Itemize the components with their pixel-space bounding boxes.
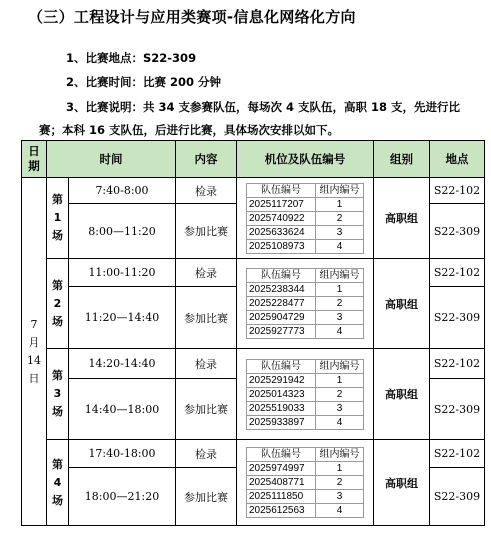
section-heading: （三）工程设计与应用类赛项-信息化网络化方向 xyxy=(28,8,356,26)
team-row xyxy=(247,239,364,253)
team-id: 2025612563 xyxy=(247,504,316,518)
comp-content: 参加比赛 xyxy=(176,287,237,349)
team-num: 1 xyxy=(316,283,364,297)
header-seat-team: 机位及队伍编号 xyxy=(237,141,374,178)
session-check-row xyxy=(22,349,485,379)
check-content: 检录 xyxy=(176,349,237,379)
team-row xyxy=(247,311,364,325)
comp-content: 参加比赛 xyxy=(176,379,237,440)
team-row xyxy=(247,504,364,518)
team-id: 2025633624 xyxy=(247,225,316,239)
date-cell xyxy=(22,178,47,526)
session-label xyxy=(47,440,69,526)
team-id: 2025228477 xyxy=(247,297,316,311)
session-char: 第 xyxy=(52,457,63,471)
header-content: 内容 xyxy=(176,141,237,178)
comp-place: S22-309 xyxy=(430,287,485,349)
comp-place: S22-309 xyxy=(430,379,485,440)
session-check-row xyxy=(22,259,485,287)
team-row xyxy=(247,225,364,239)
team-list-header xyxy=(247,448,364,462)
check-time: 11:00-11:20 xyxy=(69,259,176,287)
competition-duration: 2、比赛时间：比赛 200 分钟 xyxy=(66,75,222,89)
team-num: 4 xyxy=(316,504,364,518)
team-list xyxy=(246,447,364,518)
comp-place: S22-309 xyxy=(430,468,485,526)
date-char: 日 xyxy=(28,371,40,385)
team-id: 2025904729 xyxy=(247,311,316,325)
team-num: 4 xyxy=(316,415,364,429)
team-id: 2025408771 xyxy=(247,476,316,490)
team-id: 2025927773 xyxy=(247,325,316,339)
team-id-header: 队伍编号 xyxy=(247,448,316,462)
team-num: 3 xyxy=(316,225,364,239)
team-id-header: 队伍编号 xyxy=(247,183,316,197)
session-check-row xyxy=(22,178,485,204)
team-row xyxy=(247,373,364,387)
team-num: 3 xyxy=(316,311,364,325)
team-list xyxy=(246,268,364,339)
check-time: 7:40-8:00 xyxy=(69,178,176,204)
session-char: 场 xyxy=(52,405,63,418)
session-label xyxy=(47,178,69,259)
comp-time: 14:40—18:00 xyxy=(69,379,176,440)
header-time: 时间 xyxy=(47,141,176,178)
team-row xyxy=(247,197,364,211)
group-cell: 高职组 xyxy=(374,349,430,440)
team-id-header: 队伍编号 xyxy=(247,359,316,373)
session-check-row xyxy=(22,440,485,468)
check-content: 检录 xyxy=(176,440,237,468)
team-id: 2025974997 xyxy=(247,462,316,476)
team-row xyxy=(247,415,364,429)
team-row xyxy=(247,283,364,297)
check-content: 检录 xyxy=(176,259,237,287)
group-cell: 高职组 xyxy=(374,178,430,259)
team-id: 2025108973 xyxy=(247,239,316,253)
team-num-header: 组内编号 xyxy=(316,183,364,197)
session-char: 场 xyxy=(52,493,63,507)
check-time: 14:20-14:40 xyxy=(69,349,176,379)
comp-content: 参加比赛 xyxy=(176,204,237,259)
team-num-header: 组内编号 xyxy=(316,448,364,462)
team-num: 3 xyxy=(316,490,364,504)
team-row xyxy=(247,401,364,415)
team-id: 2025117207 xyxy=(247,197,316,211)
check-content: 检录 xyxy=(176,178,237,204)
team-list xyxy=(246,183,364,254)
comp-place: S22-309 xyxy=(430,204,485,259)
group-cell: 高职组 xyxy=(374,440,430,526)
check-place: S22-102 xyxy=(430,349,485,379)
session-char: 1 xyxy=(53,211,62,224)
session-char: 场 xyxy=(52,229,63,242)
check-time: 17:40-18:00 xyxy=(69,440,176,468)
team-list xyxy=(246,359,364,430)
team-id: 2025014323 xyxy=(247,387,316,401)
team-row xyxy=(247,387,364,401)
team-list-header xyxy=(247,269,364,283)
team-num-header: 组内编号 xyxy=(316,359,364,373)
check-place: S22-102 xyxy=(430,440,485,468)
team-num: 1 xyxy=(316,197,364,211)
team-row xyxy=(247,490,364,504)
team-row xyxy=(247,462,364,476)
team-cell xyxy=(237,440,374,526)
team-list-header xyxy=(247,183,364,197)
team-row xyxy=(247,325,364,339)
team-id: 2025238344 xyxy=(247,283,316,297)
header-place: 地点 xyxy=(430,141,485,178)
group-cell: 高职组 xyxy=(374,259,430,349)
check-place: S22-102 xyxy=(430,178,485,204)
team-num: 3 xyxy=(316,401,364,415)
date-char: 14 xyxy=(27,353,41,367)
team-id: 2025519033 xyxy=(247,401,316,415)
header-date: 日期 xyxy=(22,141,47,178)
competition-note-line-1: 3、比赛说明：共 34 支参赛队伍，每场次 4 支队伍，高职 18 支，先进行比 xyxy=(66,100,461,114)
team-id: 2025111850 xyxy=(247,490,316,504)
session-char: 第 xyxy=(52,369,63,382)
team-id-header: 队伍编号 xyxy=(247,269,316,283)
session-char: 场 xyxy=(52,314,63,328)
team-id: 2025933897 xyxy=(247,415,316,429)
team-num: 1 xyxy=(316,373,364,387)
team-num-header: 组内编号 xyxy=(316,269,364,283)
session-label xyxy=(47,259,69,349)
check-place: S22-102 xyxy=(430,259,485,287)
session-char: 4 xyxy=(53,475,62,489)
team-id: 2025291942 xyxy=(247,373,316,387)
team-num: 4 xyxy=(316,325,364,339)
comp-time: 18:00—21:20 xyxy=(69,468,176,526)
team-id: 2025740922 xyxy=(247,211,316,225)
session-char: 第 xyxy=(52,278,63,292)
comp-time: 11:20—14:40 xyxy=(69,287,176,349)
session-char: 第 xyxy=(52,193,63,206)
session-label xyxy=(47,349,69,440)
competition-note-line-2: 赛；本科 16 支队伍，后进行比赛，具体场次安排以如下。 xyxy=(39,123,340,137)
schedule-table xyxy=(21,140,485,526)
team-cell xyxy=(237,349,374,440)
team-num: 2 xyxy=(316,211,364,225)
comp-time: 8:00—11:20 xyxy=(69,204,176,259)
header-group: 组别 xyxy=(374,141,430,178)
team-row xyxy=(247,297,364,311)
team-num: 2 xyxy=(316,476,364,490)
team-num: 2 xyxy=(316,297,364,311)
team-num: 2 xyxy=(316,387,364,401)
team-list-header xyxy=(247,359,364,373)
schedule-header-row xyxy=(22,141,485,178)
session-char: 2 xyxy=(53,296,62,310)
comp-content: 参加比赛 xyxy=(176,468,237,526)
team-cell xyxy=(237,178,374,259)
team-num: 1 xyxy=(316,462,364,476)
session-char: 3 xyxy=(53,387,62,400)
team-cell xyxy=(237,259,374,349)
team-row xyxy=(247,211,364,225)
date-char: 月 xyxy=(28,335,40,349)
competition-location: 1、比赛地点：S22-309 xyxy=(66,51,197,65)
date-char: 7 xyxy=(30,317,38,331)
team-num: 4 xyxy=(316,239,364,253)
team-row xyxy=(247,476,364,490)
